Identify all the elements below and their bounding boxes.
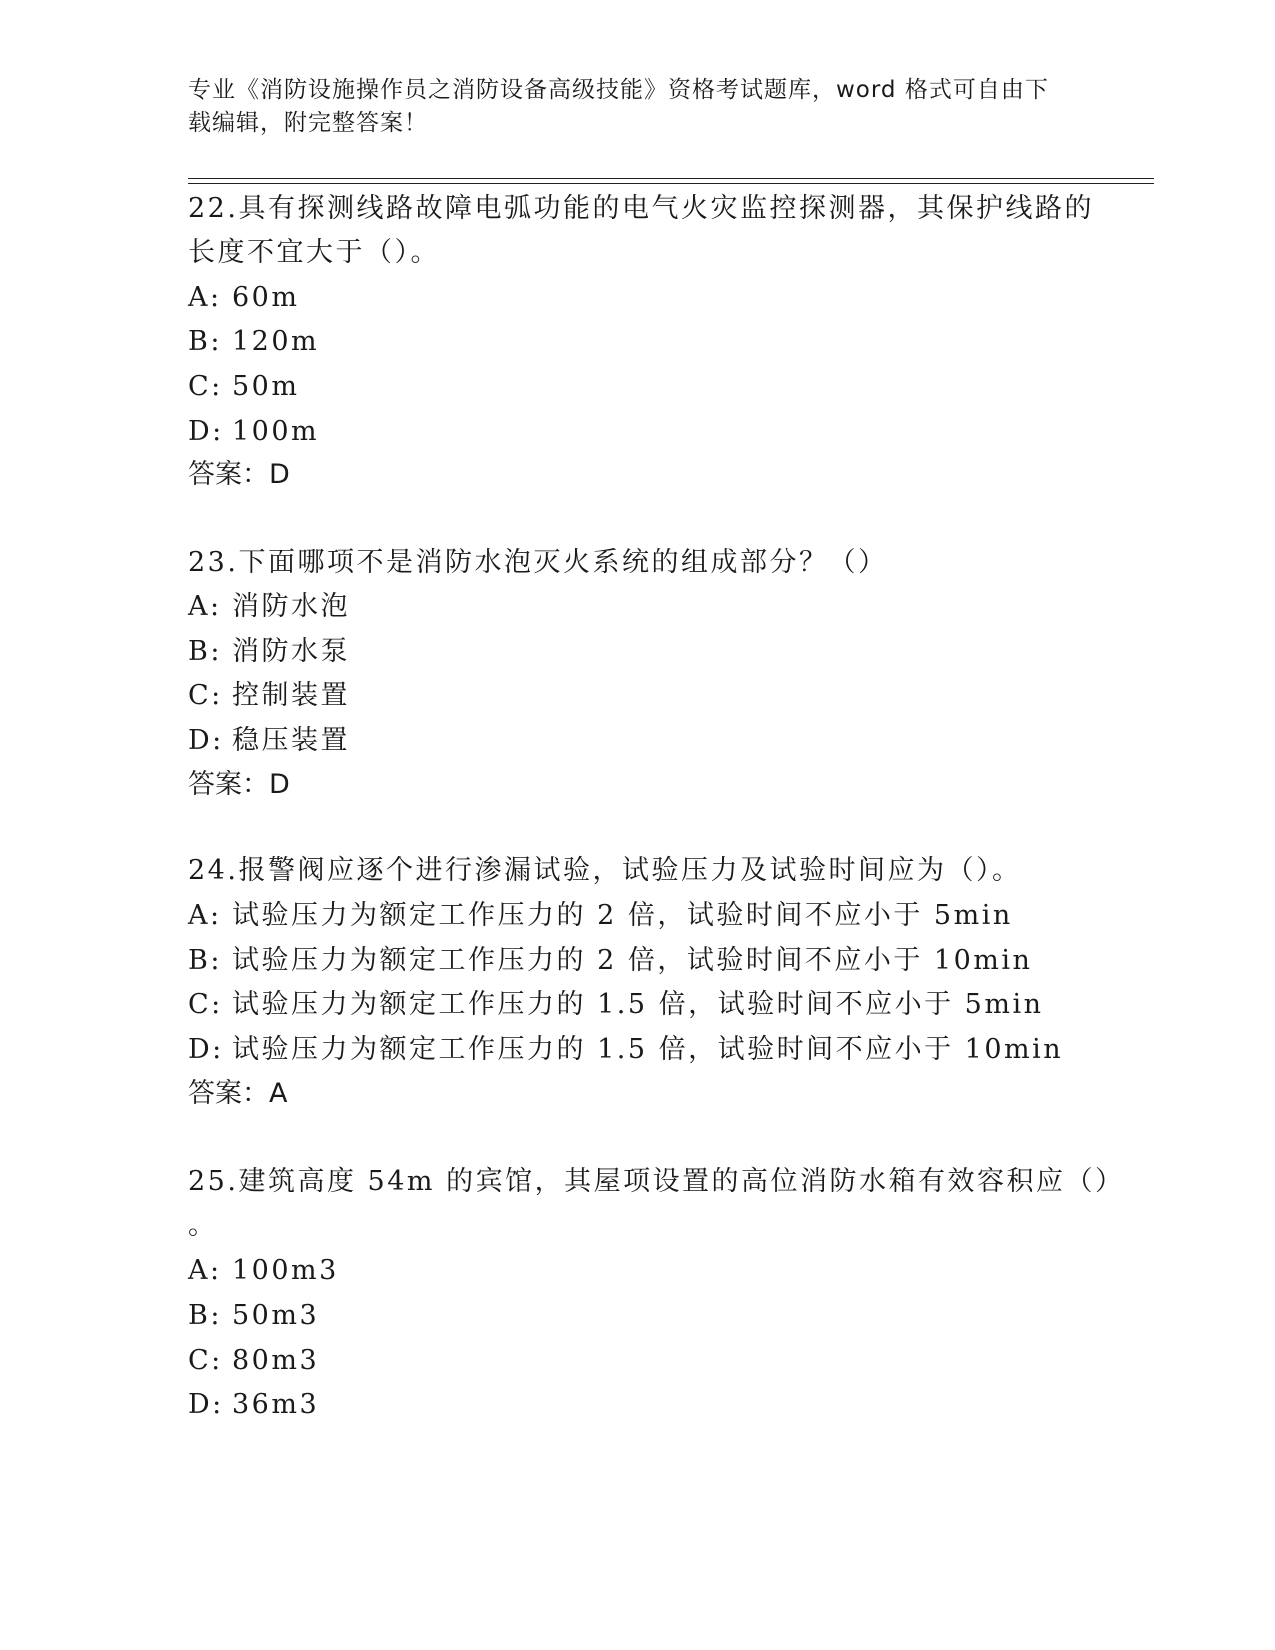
option-b [188,629,350,675]
header-line-1: 专业《消防设施操作员之消防设备高级技能》资格考试题库，word 格式可自由下 [188,77,1049,103]
question-stem: 24.报警阀应逐个进行渗漏试验，试验压力及试验时间应为（）。 [188,855,1022,886]
option-text: 控制装置 [232,680,350,711]
option-c [188,1338,319,1384]
option-label: B: [188,1300,222,1331]
option-label: B: [188,945,222,976]
document-header [188,74,1088,140]
question-stem-continued: 。 [188,1210,218,1241]
option-text: 100m [232,416,320,447]
option-d [188,1027,1063,1073]
option-label: C: [188,1345,223,1376]
option-a [188,275,299,321]
question-stem: 23.下面哪项不是消防水泡灭火系统的组成部分？（） [188,547,888,578]
answer-line: 答案：A [188,1078,288,1109]
option-label: C: [188,680,223,711]
option-text: 稳压装置 [232,725,350,756]
option-text: 120m [232,326,320,357]
option-d [188,409,319,455]
option-label: D: [188,1034,224,1065]
question-stem: 22.具有探测线路故障电弧功能的电气火灾监控探测器，其保护线路的 [188,193,1094,224]
option-a [188,584,350,630]
option-label: C: [188,989,223,1020]
option-text: 80m3 [232,1345,320,1376]
option-c [188,982,1044,1028]
option-text: 50m3 [232,1300,320,1331]
option-b [188,319,319,365]
header-divider-top [188,178,1154,179]
option-c [188,364,299,410]
option-d [188,1382,319,1428]
option-label: A: [188,282,222,313]
option-c [188,673,350,719]
option-text: 试验压力为额定工作压力的 1.5 倍，试验时间不应小于 10min [232,1034,1064,1065]
option-a [188,1248,339,1294]
option-b [188,1293,319,1339]
answer-line: 答案：D [188,769,290,800]
option-text: 消防水泡 [232,591,350,622]
header-divider-bottom [188,183,1154,184]
option-label: B: [188,326,222,357]
option-label: D: [188,1389,224,1420]
option-a [188,893,1013,939]
option-label: A: [188,900,222,931]
header-line-2: 载编辑，附完整答案！ [188,110,428,136]
option-label: D: [188,416,224,447]
option-text: 试验压力为额定工作压力的 2 倍，试验时间不应小于 10min [232,945,1033,976]
option-d [188,718,350,764]
option-label: D: [188,725,224,756]
option-text: 试验压力为额定工作压力的 2 倍，试验时间不应小于 5min [232,900,1013,931]
option-text: 36m3 [232,1389,320,1420]
answer-line: 答案：D [188,459,290,490]
option-label: A: [188,591,222,622]
option-text: 消防水泵 [232,636,350,667]
option-text: 100m3 [232,1255,339,1286]
question-stem: 25.建筑高度 54m 的宾馆，其屋项设置的高位消防水箱有效容积应（） [188,1166,1125,1197]
option-text: 试验压力为额定工作压力的 1.5 倍，试验时间不应小于 5min [232,989,1044,1020]
option-b [188,938,1032,984]
option-text: 50m [232,371,300,402]
option-label: A: [188,1255,222,1286]
question-stem-continued: 长度不宜大于（）。 [188,237,440,268]
option-text: 60m [232,282,300,313]
option-label: C: [188,371,223,402]
option-label: B: [188,636,222,667]
